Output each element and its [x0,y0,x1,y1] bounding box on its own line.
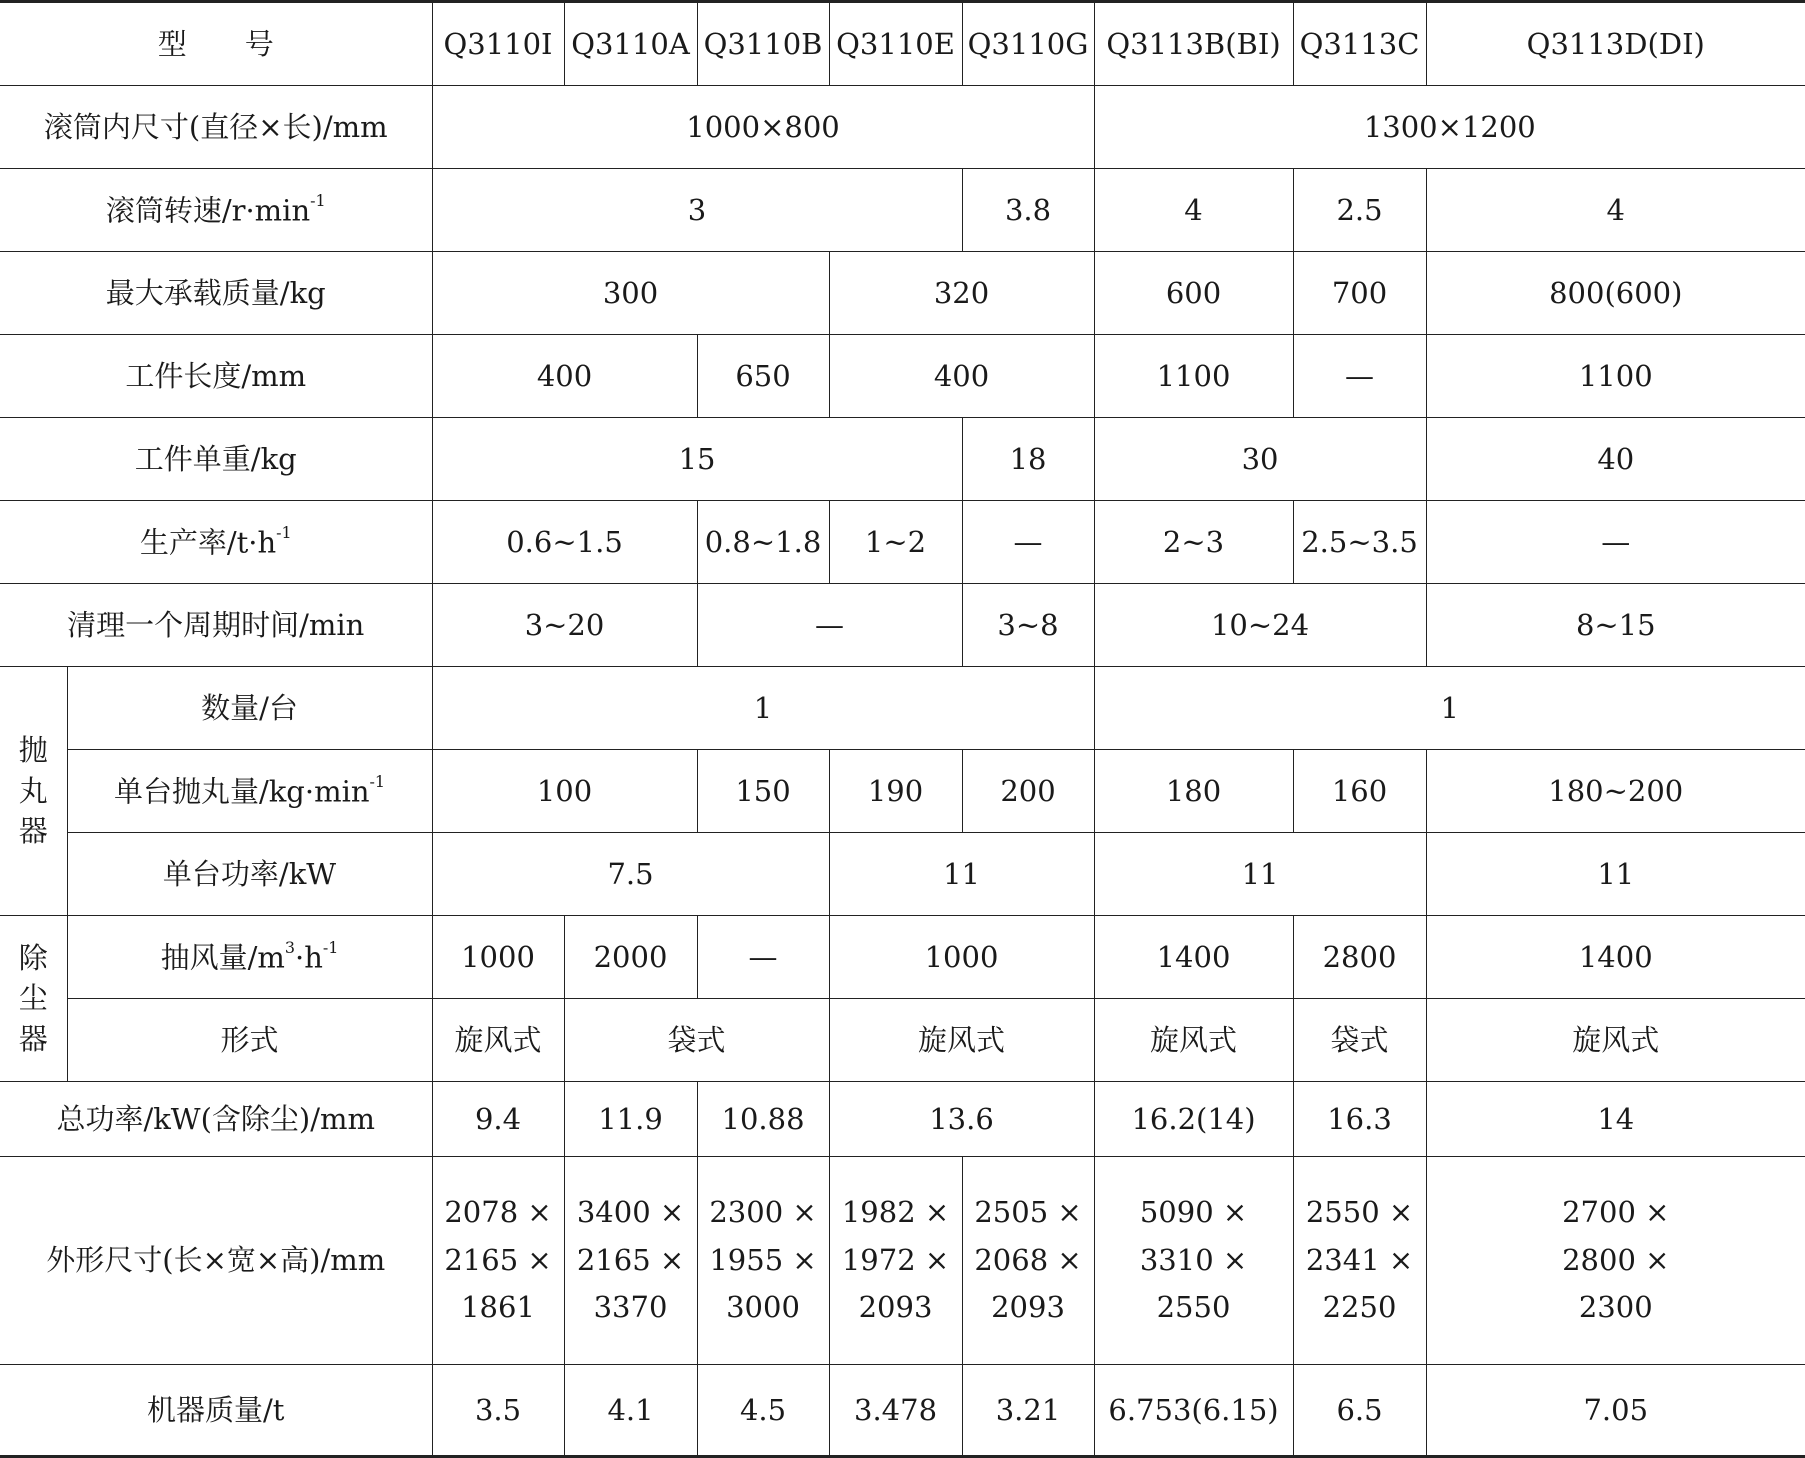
row-dust-type [0,999,1805,1082]
value-cell: 40 [1426,418,1805,501]
value-cell: 30 [1094,418,1426,501]
value-cell: 0.6~1.5 [432,501,697,584]
value-cell: 3.8 [962,169,1094,252]
value-cell: 13.6 [829,1082,1094,1157]
value-cell: 1000×800 [432,86,1094,169]
label-superscript: 3 [284,937,295,957]
row-part-length [0,335,1805,418]
value-cell: 190 [829,750,962,833]
value-cell: 10~24 [1094,584,1426,667]
dim-line: 2093 [991,1290,1065,1325]
group-char: 器 [18,814,48,849]
row-productivity [0,501,1805,584]
dim-line: 3310 × [1139,1242,1248,1277]
value-cell [1094,1157,1293,1365]
dim-line: 1861 [461,1290,535,1325]
dim-line: 2800 × [1562,1242,1670,1277]
value-cell: 1300×1200 [1094,86,1805,169]
value-cell: 150 [697,750,829,833]
group-label-blaster [0,667,67,916]
value-cell: 200 [962,750,1094,833]
value-cell: 1000 [432,916,564,999]
value-cell: 180~200 [1426,750,1805,833]
value-cell: 650 [697,335,829,418]
group-char: 器 [18,1021,48,1056]
model-cell: Q3113B(BI) [1094,2,1293,86]
row-label: 最大承载质量/kg [0,252,432,335]
value-cell: 100 [432,750,697,833]
value-cell: 18 [962,418,1094,501]
model-cell: Q3110E [829,2,962,86]
row-blaster-quantity [0,667,1805,750]
model-cell: Q3113D(DI) [1426,2,1805,86]
group-char: 除 [18,940,48,975]
value-cell: 16.3 [1293,1082,1426,1157]
label-text: 滚筒转速/r·min [105,192,311,227]
value-cell: 旋风式 [432,999,564,1082]
value-cell [829,1157,962,1365]
dim-line: 2550 × [1305,1194,1414,1229]
value-cell [432,1157,564,1365]
value-cell: 8~15 [1426,584,1805,667]
value-cell: 7.5 [432,833,829,916]
row-blaster-power [0,833,1805,916]
row-label [67,916,432,999]
dim-line: 2300 [1578,1290,1653,1325]
value-cell: 2.5~3.5 [1293,501,1426,584]
row-label: 工件长度/mm [0,335,432,418]
group-char: 丸 [18,773,48,808]
value-cell: 1400 [1426,916,1805,999]
group-char: 尘 [18,981,48,1016]
value-cell: 10.88 [697,1082,829,1157]
dim-line: 3370 [593,1290,668,1325]
value-cell: 3~8 [962,584,1094,667]
value-cell [1426,1157,1805,1365]
value-cell: 旋风式 [1094,999,1293,1082]
row-label: 清理一个周期时间/min [0,584,432,667]
value-cell: 400 [432,335,697,418]
label-superscript: -1 [310,190,326,210]
row-drum-size [0,86,1805,169]
value-cell: 1~2 [829,501,962,584]
row-label [0,501,432,584]
value-cell: — [697,916,829,999]
header-row [0,2,1805,86]
dim-line: 2700 × [1562,1194,1670,1229]
row-part-weight [0,418,1805,501]
dim-line: 2078 × [444,1194,552,1229]
dim-line: 1972 × [841,1242,950,1277]
row-label [67,750,432,833]
row-label: 外形尺寸(长×宽×高)/mm [0,1157,432,1365]
value-cell: 11.9 [564,1082,697,1157]
value-cell: 袋式 [1293,999,1426,1082]
value-cell: 旋风式 [1426,999,1805,1082]
header-label: 型 号 [0,2,432,86]
row-dimensions [0,1157,1805,1365]
value-cell: 320 [829,252,1094,335]
value-cell: 3.5 [432,1365,564,1457]
value-cell: 4.5 [697,1365,829,1457]
value-cell: 160 [1293,750,1426,833]
model-cell: Q3110A [564,2,697,86]
value-cell [697,1157,829,1365]
value-cell: — [1293,335,1426,418]
dim-line: 1982 × [841,1194,950,1229]
dim-line: 2093 [858,1290,933,1325]
row-label: 工件单重/kg [0,418,432,501]
row-dust-air-volume [0,916,1805,999]
value-cell: 1100 [1094,335,1293,418]
dim-line: 5090 × [1139,1194,1248,1229]
value-cell [962,1157,1094,1365]
row-label: 数量/台 [67,667,432,750]
row-total-power [0,1082,1805,1157]
value-cell [564,1157,697,1365]
value-cell: 11 [829,833,1094,916]
value-cell: 2~3 [1094,501,1293,584]
row-label: 滚筒内尺寸(直径×长)/mm [0,86,432,169]
label-text: 生产率/t·h [139,524,277,559]
value-cell: 11 [1094,833,1426,916]
value-cell: 2.5 [1293,169,1426,252]
model-cell: Q3110I [432,2,564,86]
row-label: 形式 [67,999,432,1082]
value-cell: 4.1 [564,1365,697,1457]
label-text: 单台抛丸量/kg·min [113,773,370,808]
value-cell: 400 [829,335,1094,418]
value-cell: 15 [432,418,962,501]
dim-line: 3000 [726,1290,800,1325]
value-cell: 1100 [1426,335,1805,418]
dim-line: 3400 × [576,1194,685,1229]
value-cell: 9.4 [432,1082,564,1157]
dim-line: 2165 × [576,1242,685,1277]
value-cell: 11 [1426,833,1805,916]
dim-line: 2068 × [974,1242,1082,1277]
value-cell: 600 [1094,252,1293,335]
value-cell: 3 [432,169,962,252]
label-text: ·h [295,939,323,974]
dim-line: 1955 × [709,1242,817,1277]
value-cell: 3~20 [432,584,697,667]
label-superscript: -1 [276,522,292,542]
value-cell: 3.478 [829,1365,962,1457]
label-superscript: -1 [369,771,386,791]
label-superscript: -1 [322,937,339,957]
value-cell: 0.8~1.8 [697,501,829,584]
dim-line: 2250 [1322,1290,1397,1325]
value-cell: 1 [1094,667,1805,750]
value-cell: 800(600) [1426,252,1805,335]
group-label-dust-collector [0,916,67,1082]
label-text: 抽风量/m [160,939,285,974]
row-label: 单台功率/kW [67,833,432,916]
row-machine-mass [0,1365,1805,1457]
value-cell: 旋风式 [829,999,1094,1082]
value-cell: — [697,584,962,667]
value-cell: — [962,501,1094,584]
row-label [0,169,432,252]
dim-line: 2505 × [974,1194,1082,1229]
row-cycle-time [0,584,1805,667]
value-cell: 7.05 [1426,1365,1805,1457]
value-cell: 180 [1094,750,1293,833]
value-cell: 16.2(14) [1094,1082,1293,1157]
row-label: 总功率/kW(含除尘)/mm [0,1082,432,1157]
value-cell: 700 [1293,252,1426,335]
row-label: 机器质量/t [0,1365,432,1457]
value-cell: 3.21 [962,1365,1094,1457]
row-max-load [0,252,1805,335]
dim-line: 2300 × [709,1194,817,1229]
value-cell [1293,1157,1426,1365]
value-cell: 1 [432,667,1094,750]
value-cell: 6.753(6.15) [1094,1365,1293,1457]
value-cell: 4 [1094,169,1293,252]
row-drum-speed [0,169,1805,252]
value-cell: 2000 [564,916,697,999]
value-cell: 1000 [829,916,1094,999]
row-blaster-shot-rate [0,750,1805,833]
value-cell: — [1426,501,1805,584]
value-cell: 14 [1426,1082,1805,1157]
model-cell: Q3110G [962,2,1094,86]
value-cell: 300 [432,252,829,335]
value-cell: 1400 [1094,916,1293,999]
dim-line: 2341 × [1305,1242,1414,1277]
value-cell: 2800 [1293,916,1426,999]
dim-line: 2550 [1156,1290,1231,1325]
model-cell: Q3113C [1293,2,1426,86]
value-cell: 6.5 [1293,1365,1426,1457]
value-cell: 4 [1426,169,1805,252]
value-cell: 袋式 [564,999,829,1082]
model-cell: Q3110B [697,2,829,86]
group-char: 抛 [18,733,48,768]
dim-line: 2165 × [444,1242,552,1277]
